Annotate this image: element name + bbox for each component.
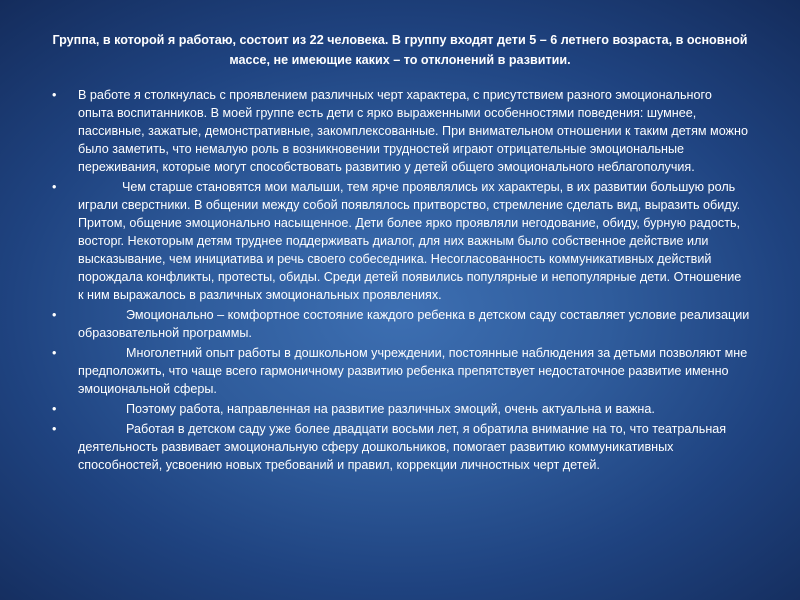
bullet-dot-icon: •: [52, 308, 57, 322]
bullet-dot-icon: •: [52, 402, 57, 416]
bullet-text: Работая в детском саду уже более двадцати восьми лет, я обратила внимание на то, что театральная деятельность развивает эмоциональную сферу дошкольников, помогает развитию коммуникативных способностей, усвоению новых требований и правил, коррекции личностных черт детей.: [78, 422, 727, 472]
bullet-text: Чем старше становятся мои малыши, тем ярче проявлялись их характеры, в их развитии большую роль играли сверстники. В общении между собой появлялось притворство, стремление сделать вид, выразить обиду. Притом, общение эмоционально насыщенное. Дети более ярко проявляли негодование, обиду, бурную радость, восторг. Некоторым детям труднее поддерживать диалог, для них важным было собственное действие или высказывание, чем инициатива и речь своего собеседника. Несогласованность коммуникативных действий порождала конфликты, протесты, обиды. Среди детей появились популярные и непопулярные дети. Отношение к ним выражалось в различных эмоциональных проявлениях.: [78, 180, 742, 302]
bullet-item-1: [0, 86, 800, 176]
bullet-text: В работе я столкнулась с проявлением различных черт характера, с присутствием разного эмоционального опыта воспитанников. В моей группе есть дети с ярко выраженными особенностями поведения: шумнее, пассивные, зажатые, демонстративные, закомплексованные. При внимательном отношении к таким детям можно было заметить, что немалую роль в возникновении трудностей играют отрицательные эмоциональные переживания, которые могут способствовать развитию у детей общего эмоционального неблагополучия.: [78, 88, 748, 174]
slide-title: Группа, в которой я работаю, состоит из 22 человека. В группу входят дети 5 – 6 летнего возраста, в основной массе, не имеющие каких – то отклонений в развитии.: [52, 33, 748, 67]
bullet-item-2: [0, 178, 800, 304]
bullet-list: [0, 86, 800, 476]
bullet-dot-icon: •: [52, 88, 57, 102]
bullet-item-3: [0, 306, 800, 342]
bullet-text: Эмоционально – комфортное состояние каждого ребенка в детском саду составляет условие реализации образовательной программы.: [78, 308, 750, 340]
bullet-item-5: [0, 400, 800, 418]
bullet-dot-icon: •: [52, 180, 57, 194]
bullet-text: Многолетний опыт работы в дошкольном учреждении, постоянные наблюдения за детьми позволяют мне предположить, что чаще всего гармоничному развитию ребенка препятствует недостаточное развитие именно эмоциональной сферы.: [78, 346, 748, 396]
bullet-text: Поэтому работа, направленная на развитие различных эмоций, очень актуальна и важна.: [126, 402, 655, 416]
bullet-item-6: [0, 420, 800, 474]
bullet-dot-icon: •: [52, 346, 57, 360]
bullet-item-4: [0, 344, 800, 398]
bullet-dot-icon: •: [52, 422, 57, 436]
